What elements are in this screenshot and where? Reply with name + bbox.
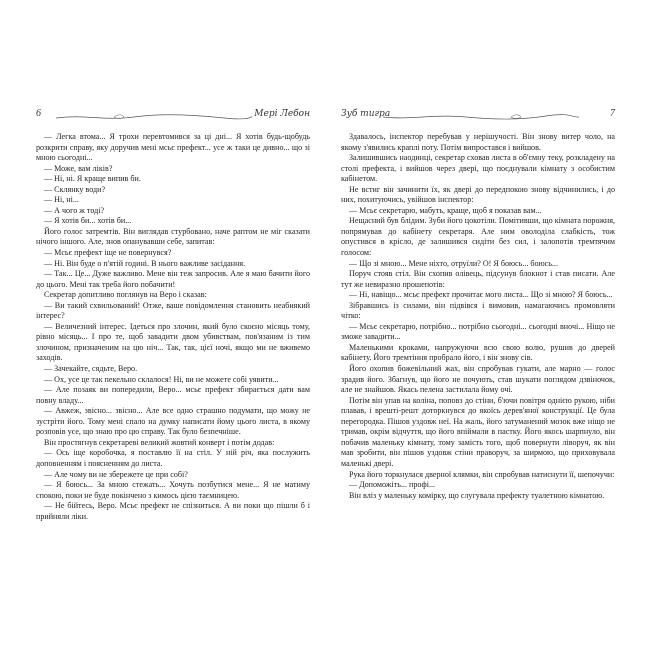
paragraph: — Ох, усе це так пекельно склалося! Ні, ви не можете собі уявити... bbox=[44, 374, 279, 384]
paragraph: — А чого ж тоді? bbox=[44, 205, 105, 215]
paragraph: — Мсьє префект іще не повернувся? bbox=[44, 248, 172, 258]
paragraph: — Може, вам ліків? bbox=[44, 163, 113, 173]
paragraph: Рука його торкнулася дверної клямки, він спробував натиснути її, шепочучи: bbox=[349, 469, 615, 479]
paragraph: — Мсьє секретарю, потрібно... потрібно сьогодні... сьогодні вночі... Ніщо не зможе завадити... bbox=[341, 321, 615, 342]
paragraph: — Легка втома... Я трохи перевтомився за ці дні... Я хотів будь-щобудь розкрити справу, яку доручив мені мсьє префект... усе ж таки це дивно... що зі мною сьогодні... bbox=[36, 132, 310, 163]
paragraph: — Ні, навіщо... мсьє префект прочитає мого листа... Що зі мною? Я боюсь... bbox=[349, 290, 613, 300]
paragraph: Залишившись наодинці, секретар сховав листа в об'ємну теку, розкладену на столі префекта, і вийшов через двері, що поєднували кімнату з особистим кабінетом. bbox=[341, 153, 615, 184]
paragraph: — Зачекайте, сядьте, Веро. bbox=[44, 364, 138, 374]
paragraph: Його охопив божевільний жах, він спробував гукати, але марно — голос зрадив його. Збагнув, що його не почують, став шукати поглядом дзвіночок, але не знайшов. Якась пелена застилала йому очі. bbox=[341, 364, 615, 395]
paragraph: Його голос затремтів. Він виглядав стурбовано, наче раптом не міг сказати нічого іншого. Але, знов опанувавши себе, запитав: bbox=[36, 226, 310, 247]
paragraph: — Що зі мною... Мене ніхто, отруїли? О! Я боюсь... боюсь... bbox=[349, 258, 558, 268]
paragraph: — Я хотів би... хотів би... bbox=[44, 216, 132, 226]
paragraph: — Ви такий схвильований! Отже, ваше повідомлення становить неабиякий інтерес? bbox=[36, 300, 310, 321]
paragraph: — Допоможіть... профі... bbox=[349, 480, 436, 490]
paragraph: — Авжеж, звісно... звісно... Але все одно страшно подумати, що можу не зустріти його. Тому мені спало на думку написати йому цього листа, в якому розповів усе, що знаю про цю справу. Так було безпечніше. bbox=[36, 406, 310, 437]
paragraph: — Але позаяк ви попередили, Веро... мсьє префект збирається дати вам повну владу... bbox=[36, 385, 310, 405]
page-number: 6 bbox=[36, 108, 41, 119]
page-number: 7 bbox=[610, 108, 615, 119]
running-head: Зуб тигра bbox=[341, 109, 391, 119]
running-head: Мері Лебон bbox=[254, 109, 310, 119]
paragraph: — Мсьє секретарю, мабуть, краще, щоб я показав вам... bbox=[349, 205, 542, 215]
paragraph: Нещасний був блідим. Зуби його цокотіли. Помітивши, що кімната порожня, попрямував до кабінету секретаря. Але ним оволоділа слабкість, тож опустився в крісло, де залишився сидіти без сил, і залопотів тремтячим голосом: bbox=[341, 216, 615, 258]
paragraph: Він вліз у маленьку комірку, що слугувала префекту туалетною кімнатою. bbox=[349, 490, 605, 500]
paragraph: — Так... Це... Дуже важливо. Мене він теж запросив. Але я маю бачити його до цього. Мені так треба його побачити! bbox=[36, 269, 310, 289]
right-page bbox=[341, 108, 615, 501]
paragraph: Не встиг він зачинити їх, як двері до передпокою знову відчинились, і до них, похитуючись, увійшов інспектор: bbox=[341, 184, 615, 205]
paragraph: — Я боюсь... За мною стежать... Хочуть позбутися мене... Я не матиму спокою, поки не буде покінчено з кимось цією таємницею. bbox=[36, 480, 310, 500]
paragraph: Здавалось, інспектор перебував у нерішучості. Він знову витер чоло, на якому з'явились краплі поту. Потім випростався і вийшов. bbox=[341, 132, 615, 152]
paragraph: — Ні. Він буде о п'ятій годині. В нього важливе засідання. bbox=[44, 258, 246, 268]
paragraph: — Склянку води? bbox=[44, 184, 106, 194]
paragraph: Потім він упав на коліна, поповз до стіни, б'ючи повітря однією рукою, ніби плавав, і врешті-решт доторкнувся до якоїсь дерев'яної конструкції. Це була перегородка. Пішов уздовж неї. На жаль, його затуманений мозок вже ніщо не тримав, окрім відчуття, що його впіймали в пастку. Його якось шарпнуло, він побачив маленьку кімнату, тому замість того, щоб повернути ліворуч, як він мав зробити, він пішов уздовж стіни праворуч, за ширмою, що приховувала маленькі двері. bbox=[341, 395, 615, 468]
left-page bbox=[36, 108, 310, 522]
paragraph: Зібравшись із силами, він підвівся і вимовив, намагаючись промовляти чітко: bbox=[341, 300, 615, 321]
paragraph: — Ні, ні... bbox=[44, 195, 79, 205]
left-page-body bbox=[36, 132, 310, 522]
right-page-body bbox=[341, 132, 615, 501]
paragraph: — Величезний інтерес. Ідеться про злочин, який було скоєно місяць тому, рівно місяць... І про те, щоб завадити двом убивствам, пов'язаним із тим злочином, призначеним на цю ніч... Так, так, цієї ночі, якщо ми не вживемо заходів. bbox=[36, 321, 310, 363]
paragraph: — Ні, ні. Я краще випив би. bbox=[44, 174, 141, 184]
paragraph: Секретар допитливо поглянув на Веро і сказав: bbox=[44, 290, 207, 300]
paragraph: Поруч стояв стіл. Він схопив олівець, підсунув блокнот і став писати. Але тут же невиразно прошепотів: bbox=[341, 269, 615, 289]
paragraph: — Ось іще коробочка, я поставлю її на стіл. У ній річ, яка послужить доповненням і поясненням до листа. bbox=[36, 448, 310, 468]
right-page-header bbox=[341, 108, 615, 126]
paragraph: Він простягнув секретареві великий жовтий конверт і потім додав: bbox=[44, 437, 275, 447]
ornament-swash-icon bbox=[381, 112, 581, 122]
paragraph: Маленькими кроками, напружуючи всю свою волю, рушив до дверей кабінету. Його тремтіння пробрало його, і він знову сів. bbox=[341, 342, 615, 363]
ornament-swash-icon bbox=[54, 112, 254, 122]
paragraph: — Не бійтесь, Веро. Мсьє префект не спізниться. А ви поки що пішли б і прийняли ліки. bbox=[36, 501, 310, 521]
paragraph: — Але чому ви не збережете це при собі? bbox=[44, 469, 188, 479]
left-page-header bbox=[36, 108, 310, 126]
